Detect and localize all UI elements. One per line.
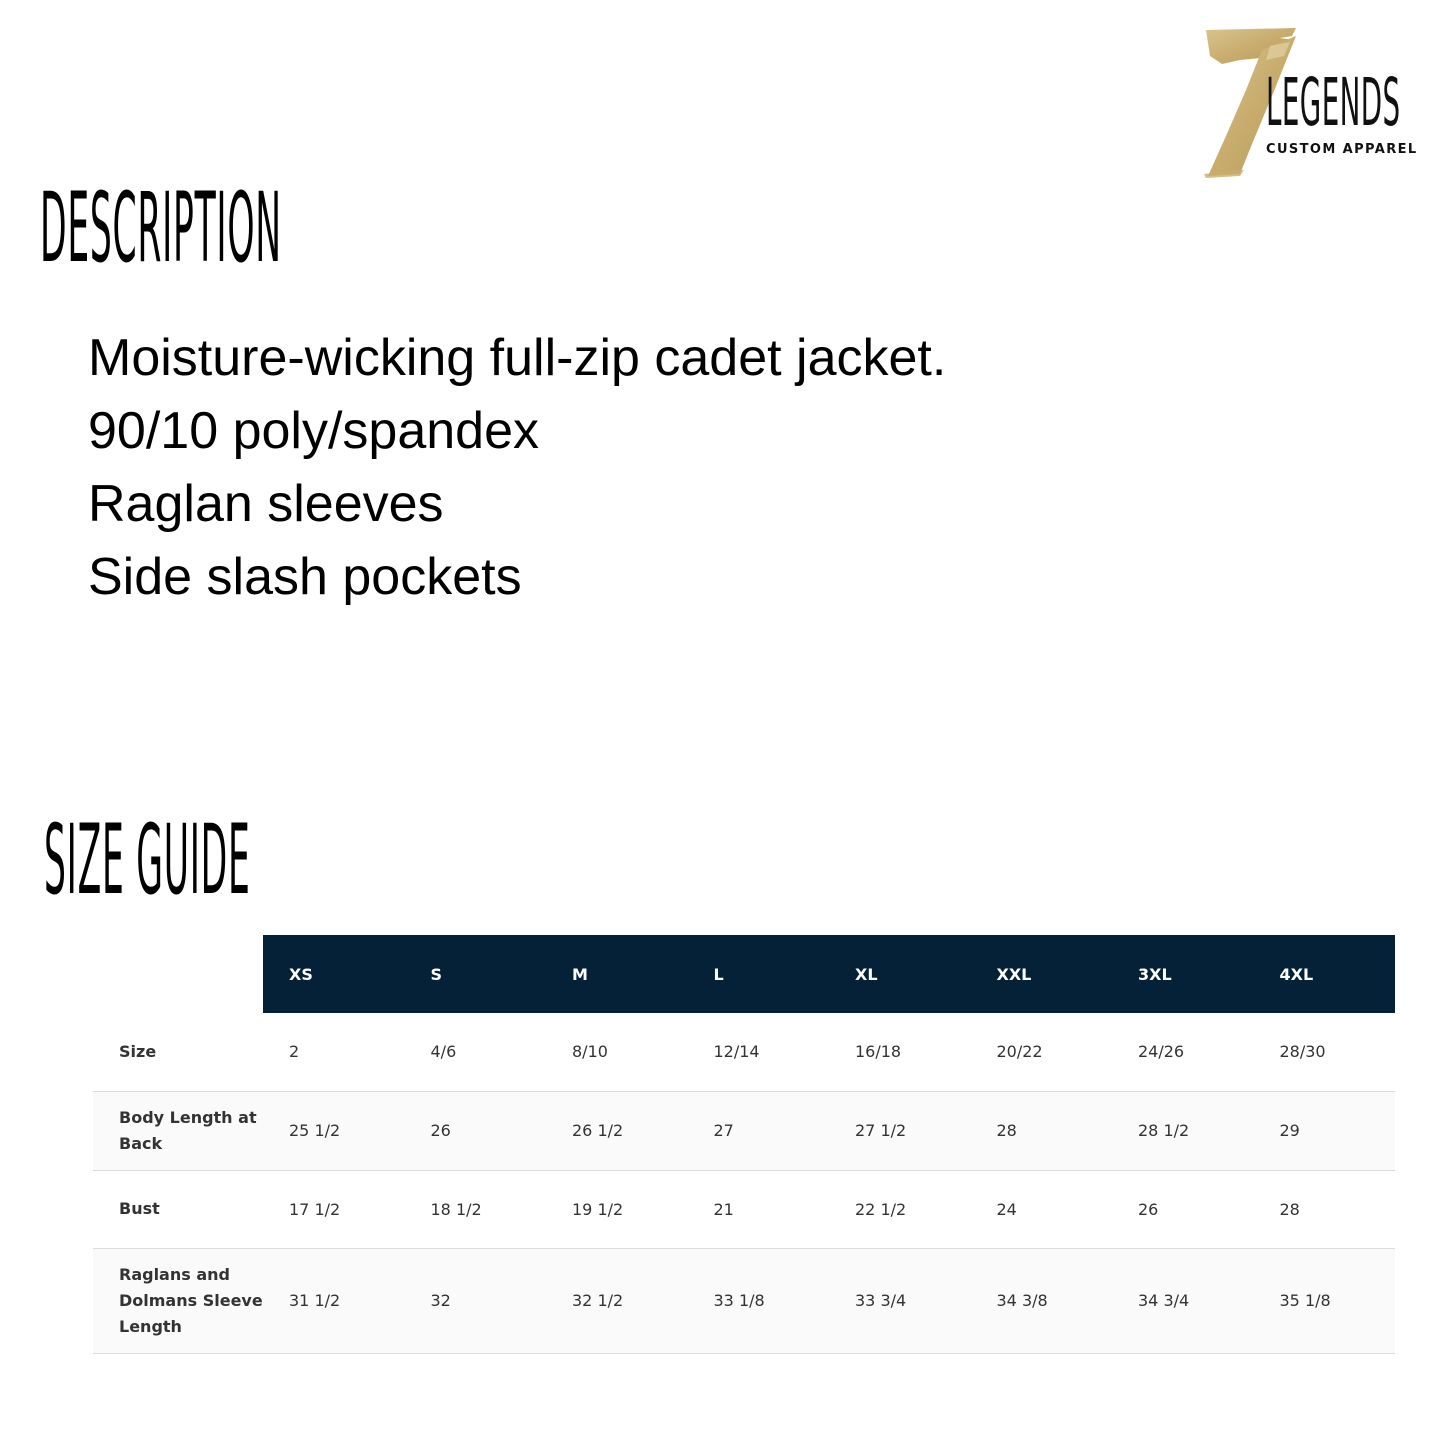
table-corner-cell (93, 935, 263, 1013)
table-cell: 24 (996, 1199, 1017, 1219)
table-row (93, 1170, 1395, 1248)
size-header-row (93, 935, 1395, 1013)
size-column-header: 4XL (1254, 935, 1396, 1013)
table-cell: 33 1/8 (713, 1291, 765, 1310)
size-column-header: XS (263, 935, 405, 1013)
size-guide-table (93, 935, 1395, 1354)
table-cell: 29 (1279, 1121, 1300, 1140)
table-row (93, 1013, 1395, 1091)
table-cell: 31 1/2 (289, 1291, 341, 1310)
table-cell: 34 3/4 (1138, 1291, 1190, 1310)
table-cell: 20/22 (996, 1042, 1043, 1062)
row-label: Body Length at Back (119, 1107, 257, 1153)
table-cell: 22 1/2 (855, 1199, 907, 1219)
table-cell: 8/10 (572, 1042, 608, 1062)
size-guide-heading: SIZE GUIDE (44, 804, 251, 916)
size-column-header: 3XL (1112, 935, 1254, 1013)
description-list (88, 322, 946, 614)
size-column-header: S (405, 935, 547, 1013)
brand-logo (1200, 26, 1420, 180)
table-cell: 21 (713, 1199, 734, 1219)
table-cell: 27 1/2 (855, 1121, 907, 1140)
table-cell: 18 1/2 (430, 1199, 482, 1219)
table-cell: 19 1/2 (572, 1199, 624, 1219)
description-line: Side slash pockets (88, 548, 522, 606)
size-column-header: XL (829, 935, 971, 1013)
table-cell: 25 1/2 (289, 1121, 341, 1140)
table-cell: 27 (713, 1121, 734, 1140)
table-cell: 26 (1138, 1199, 1159, 1219)
size-column-header: XXL (971, 935, 1113, 1013)
table-cell: 35 1/8 (1279, 1291, 1331, 1310)
table-cell: 34 3/8 (996, 1291, 1048, 1310)
table-cell: 28/30 (1279, 1042, 1326, 1062)
table-cell: 26 1/2 (572, 1121, 624, 1140)
table-cell: 28 1/2 (1138, 1121, 1190, 1140)
description-heading: DESCRIPTION (40, 172, 282, 284)
row-label: Size (119, 1041, 157, 1061)
description-line: Moisture-wicking full-zip cadet jacket. (88, 329, 947, 387)
table-cell: 17 1/2 (289, 1199, 341, 1219)
row-label: Raglans and Dolmans Sleeve Length (119, 1264, 263, 1336)
table-cell: 32 (430, 1291, 451, 1310)
table-cell: 28 (996, 1121, 1017, 1140)
size-column-header: M (546, 935, 688, 1013)
size-column-header: L (688, 935, 830, 1013)
description-line: Raglan sleeves (88, 475, 444, 533)
table-cell: 32 1/2 (572, 1291, 624, 1310)
table-cell: 4/6 (430, 1042, 457, 1062)
table-cell: 33 3/4 (855, 1291, 907, 1310)
table-row (93, 1248, 1395, 1353)
table-cell: 16/18 (855, 1042, 902, 1062)
row-label: Bust (119, 1199, 160, 1218)
table-cell: 24/26 (1138, 1042, 1185, 1062)
table-row (93, 1091, 1395, 1170)
description-line: 90/10 poly/spandex (88, 402, 540, 460)
table-cell: 2 (289, 1042, 300, 1062)
table-cell: 26 (430, 1121, 451, 1140)
table-cell: 12/14 (713, 1042, 760, 1062)
brand-tagline: CUSTOM APPAREL (1266, 142, 1418, 157)
table-cell: 28 (1279, 1199, 1300, 1219)
brand-wordmark: LEGENDS (1266, 64, 1401, 141)
